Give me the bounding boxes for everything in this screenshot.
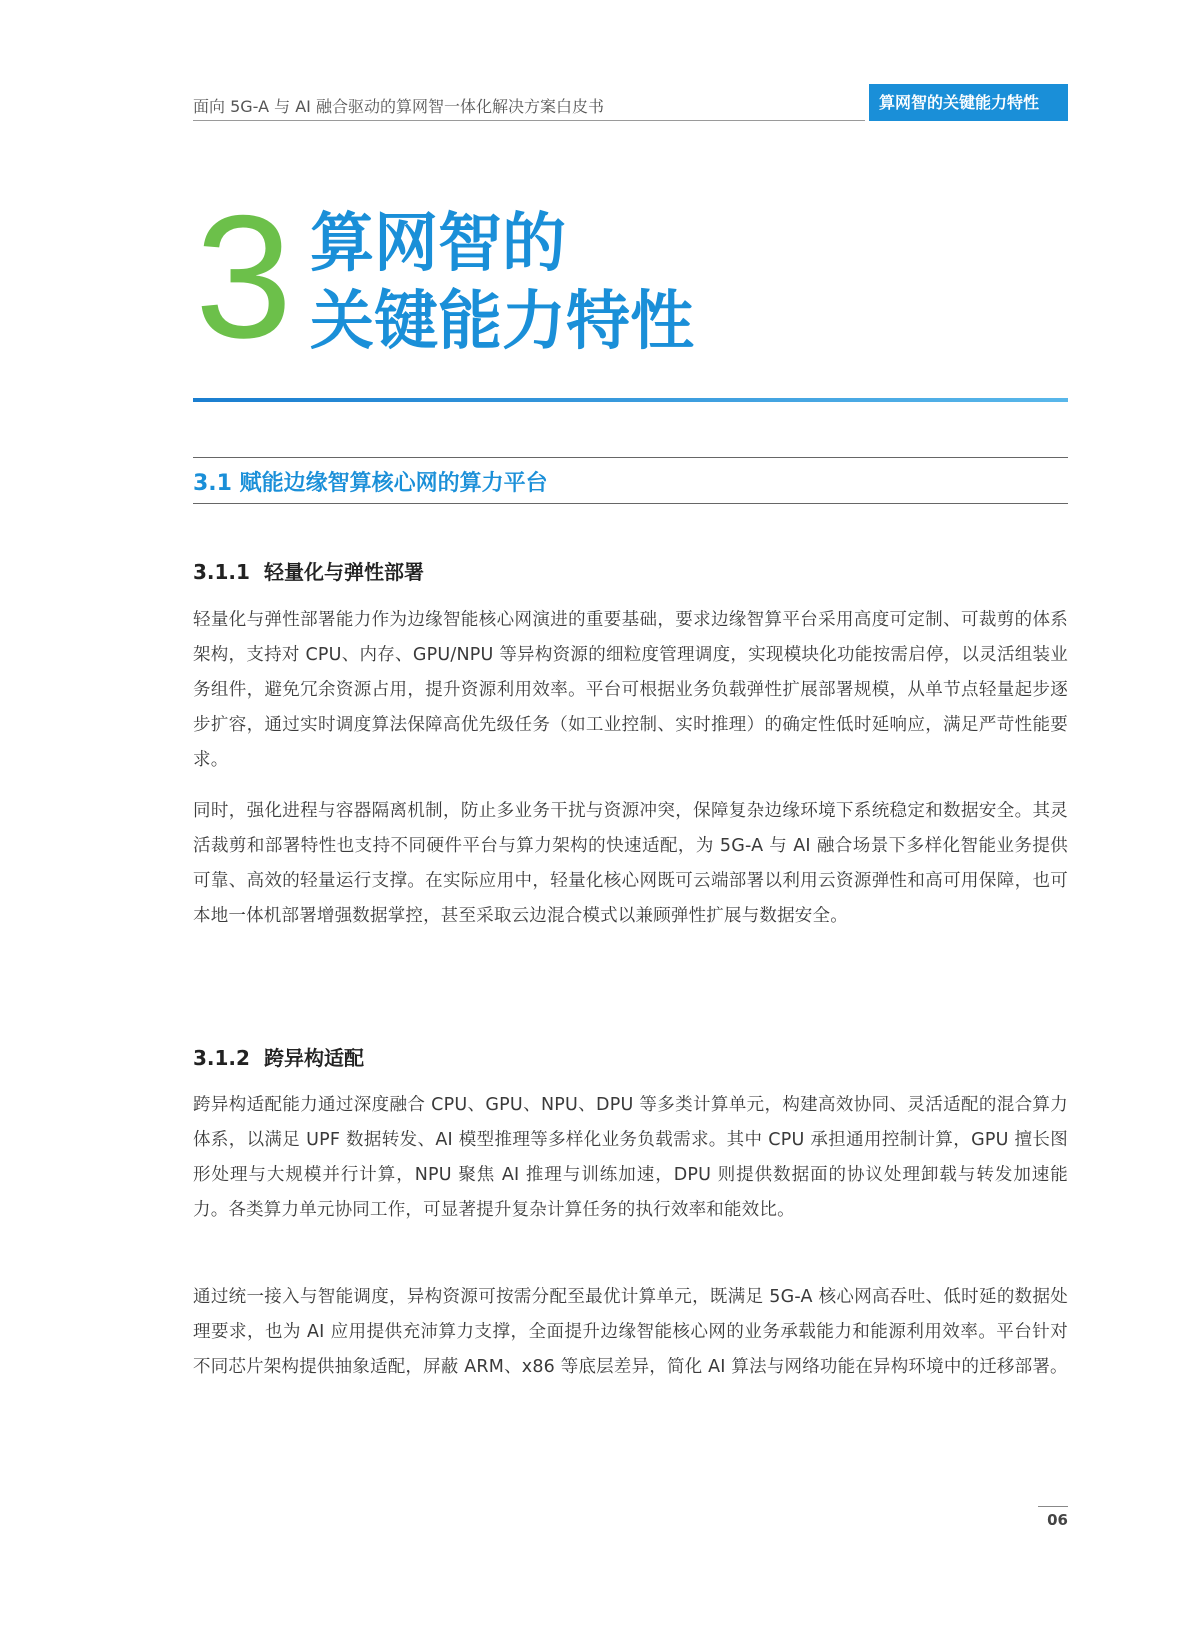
subsection-title: 跨异构适配 [263, 1046, 364, 1070]
chapter-number: 3 [195, 180, 293, 375]
document-title: 面向 5G-A 与 AI 融合驱动的算网智一体化解决方案白皮书 [193, 97, 604, 116]
chapter-title [310, 205, 694, 361]
subsection-heading-1 [193, 556, 424, 585]
subsection-title: 轻量化与弹性部署 [263, 560, 424, 584]
page-number-rule [1038, 1506, 1068, 1507]
section-rule-top [193, 457, 1068, 458]
chapter-title-line-2: 关键能力特性 [310, 285, 694, 359]
header-divider [193, 120, 865, 121]
page-number [1020, 1506, 1068, 1529]
paragraph: 同时，强化进程与容器隔离机制，防止多业务干扰与资源冲突，保障复杂边缘环境下系统稳定和数据安全。其灵活裁剪和部署特性也支持不同硬件平台与算力架构的快速适配，为 5G-A 与 AI 融合场景下多样化智能业务提供可靠、高效的轻量运行支撑。在实际应用中，轻量化核心网既可云端部署以利用云资源弹性和高可用保障，也可本地一体机部署增强数据掌控，甚至采取云边混合模式以兼顾弹性扩展与数据安全。 [193, 801, 1068, 926]
chapter-divider [193, 398, 1068, 402]
page-number-text: 06 [1047, 1511, 1068, 1529]
page-header [193, 84, 1068, 124]
section-rule-bottom [193, 503, 1068, 504]
chapter-title-line-1: 算网智的 [310, 207, 566, 281]
paragraph: 轻量化与弹性部署能力作为边缘智能核心网演进的重要基础，要求边缘智算平台采用高度可定制、可裁剪的体系架构，支持对 CPU、内存、GPU/NPU 等异构资源的细粒度管理调度，实现模块化功能按需启停，以灵活组装业务组件，避免冗余资源占用，提升资源利用效率。平台可根据业务负载弹性扩展部署规模，从单节点轻量起步逐步扩容，通过实时调度算法保障高优先级任务（如工业控制、实时推理）的确定性低时延响应，满足严苛性能要求。 [193, 610, 1068, 770]
subsection-number: 3.1.1 [193, 560, 250, 584]
section-title: 3.1 赋能边缘智算核心网的算力平台 [193, 471, 548, 496]
chapter-tab: 算网智的关键能力特性 [869, 84, 1068, 121]
subsection-number: 3.1.2 [193, 1046, 250, 1070]
paragraph: 通过统一接入与智能调度，异构资源可按需分配至最优计算单元，既满足 5G-A 核心网高吞吐、低时延的数据处理要求，也为 AI 应用提供充沛算力支撑，全面提升边缘智能核心网的业务承载能力和能源利用效率。平台针对不同芯片架构提供抽象适配，屏蔽 ARM、x86 等底层差异，简化 AI 算法与网络功能在异构环境中的迁移部署。 [193, 1287, 1068, 1377]
subsection-heading-2 [193, 1042, 364, 1071]
paragraph: 跨异构适配能力通过深度融合 CPU、GPU、NPU、DPU 等多类计算单元，构建高效协同、灵活适配的混合算力体系，以满足 UPF 数据转发、AI 模型推理等多样化业务负载需求。其中 CPU 承担通用控制计算，GPU 擅长图形处理与大规模并行计算，NPU 聚焦 AI 推理与训练加速，DPU 则提供数据面的协议处理卸载与转发加速能力。各类算力单元协同工作，可显著提升复杂计算任务的执行效率和能效比。 [193, 1095, 1068, 1220]
